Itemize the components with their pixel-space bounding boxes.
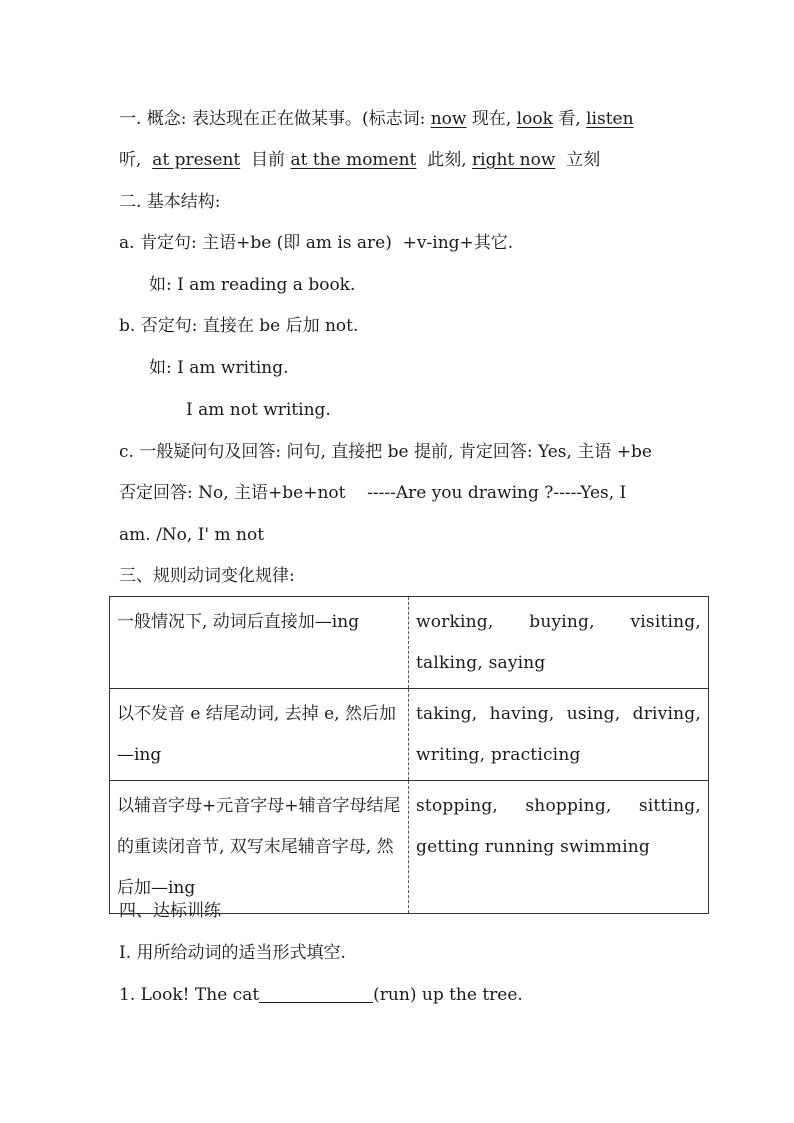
examples-line-2: getting running swimming — [416, 837, 650, 857]
section3-heading: 三、规则动词变化规律: — [119, 566, 295, 586]
example-word: stopping, — [416, 796, 499, 816]
keyword-listen: listen — [586, 109, 634, 129]
gloss-at-present: 目前 — [240, 150, 291, 170]
keyword-at-present: at present — [152, 150, 241, 170]
example-word: visiting, — [630, 612, 701, 632]
question-rule-line-1: c. 一般疑问句及回答: 问句, 直接把 be 提前, 肯定回答: Yes, 主语 +be — [119, 442, 652, 462]
examples-cell — [409, 689, 709, 781]
negative-rule: b. 否定句: 直接在 be 后加 not. — [119, 316, 359, 336]
question-text: (run) up the tree. — [373, 985, 523, 1005]
concept-line-1 — [119, 107, 719, 131]
concept-line-2 — [119, 148, 719, 172]
example-word: having, — [489, 704, 555, 724]
question-rule-line-2: 否定回答: No, 主语+be+not -----Are you drawing ?-----Yes, I — [119, 483, 627, 503]
affirmative-rule: a. 肯定句: 主语+be (即 am is are) +v-ing+其它. — [119, 233, 514, 253]
rule-cell: 一般情况下, 动词后直接加—ing — [110, 597, 409, 689]
gloss-right-now: 立刻 — [555, 150, 601, 170]
table-row — [110, 781, 709, 914]
example-word: shopping, — [525, 796, 612, 816]
section4-heading: 四、达标训练 — [119, 901, 221, 921]
gloss-now: 现在, — [466, 109, 517, 129]
example-word: driving, — [632, 704, 701, 724]
gloss-look: 看, — [552, 109, 587, 129]
rule-cell: 以辅音字母+元音字母+辅音字母结尾的重读闭音节, 双写末尾辅音字母, 然后加—ing — [110, 781, 409, 914]
example-word: sitting, — [638, 796, 701, 816]
exercise-question-1 — [119, 983, 719, 1007]
examples-line-2: writing, practicing — [416, 745, 581, 765]
section2-heading: 二. 基本结构: — [119, 192, 221, 212]
table-row — [110, 689, 709, 781]
examples-line-1 — [416, 786, 701, 827]
gloss-listen: 听, — [119, 150, 153, 170]
gloss-at-the-moment: 此刻, — [416, 150, 473, 170]
examples-line-1 — [416, 602, 701, 643]
examples-cell — [409, 597, 709, 689]
affirmative-example: 如: I am reading a book. — [149, 275, 356, 295]
examples-line-1 — [416, 694, 701, 735]
table-row — [110, 597, 709, 689]
example-word: working, — [416, 612, 494, 632]
examples-line-2: talking, saying — [416, 653, 546, 673]
example-word: taking, — [416, 704, 478, 724]
example-word: buying, — [529, 612, 595, 632]
keyword-look: look — [516, 109, 553, 129]
negative-example-2: I am not writing. — [186, 400, 331, 420]
answer-blank[interactable] — [259, 985, 373, 1003]
question-rule-line-3: am. /No, I' m not — [119, 525, 265, 545]
rule-cell: 以不发音 e 结尾动词, 去掉 e, 然后加—ing — [110, 689, 409, 781]
keyword-now: now — [430, 109, 467, 129]
negative-example-1: 如: I am writing. — [149, 358, 289, 378]
example-word: using, — [566, 704, 621, 724]
examples-cell — [409, 781, 709, 914]
concept-text: 一. 概念: 表达现在正在做某事。(标志词: — [119, 109, 431, 129]
keyword-right-now: right now — [472, 150, 556, 170]
question-text: 1. Look! The cat — [119, 985, 260, 1005]
verb-rules-table — [109, 596, 709, 914]
exercise-instruction: I. 用所给动词的适当形式填空. — [119, 943, 346, 963]
keyword-at-the-moment: at the moment — [290, 150, 417, 170]
